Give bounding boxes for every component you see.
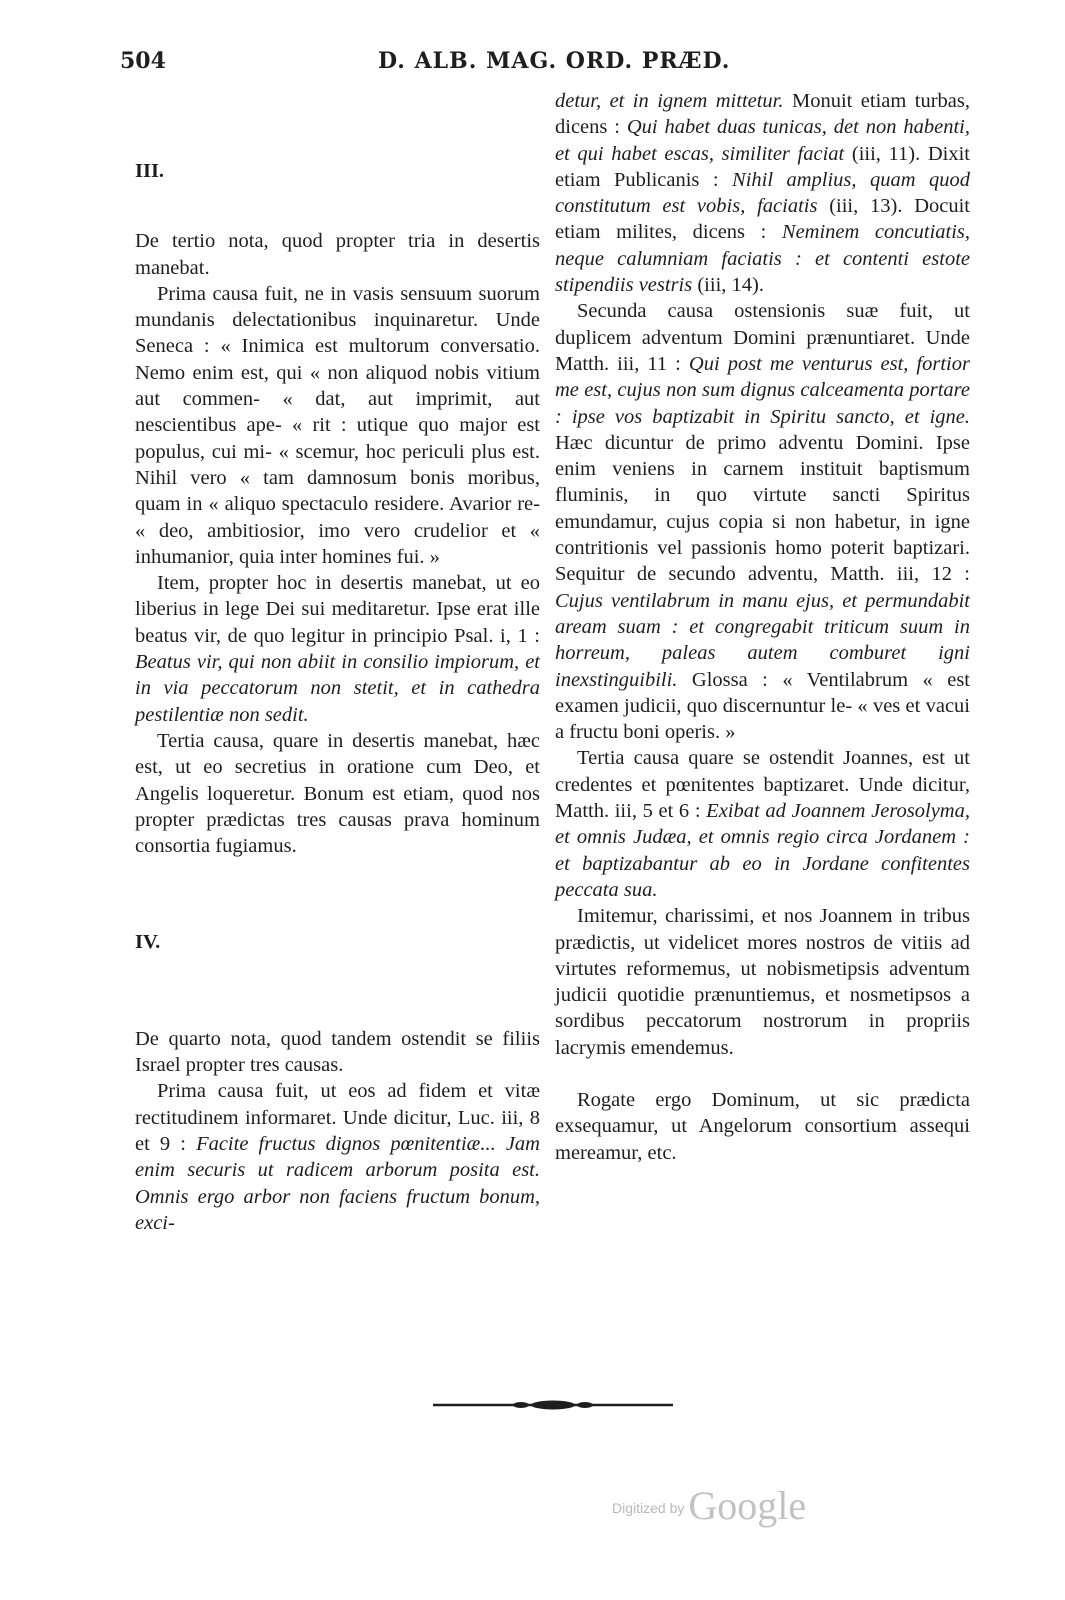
digitized-by-google-watermark	[612, 1482, 806, 1529]
quote-nihil-amplius: Nihil amplius, quam quod constitutum est vobis, faciatis	[555, 168, 970, 218]
end-ornament	[433, 1398, 673, 1412]
text-glossa: Glossa : « Ventilabrum « est examen judicii, quo discernuntur le- « ves et vacui a fructu boni operis. »	[555, 668, 970, 744]
quote-ventilabrum: Cujus ventilabrum in manu ejus, et permundabit aream suam : et congregabit triticum suum in horreum, paleas autem comburet igni inexstinguibili.	[555, 589, 970, 691]
paragraph-prima-causa-iv-text: Prima causa fuit, ut eos ad fidem et vitæ rectitudinem informaret. Unde dicitur, Luc. iii, 8 et 9 :	[135, 1080, 540, 1155]
left-column	[135, 88, 540, 1236]
text-milites: (iii, 13). Docuit etiam milites, dicens :	[555, 195, 970, 244]
section-heading-iv: IV.	[135, 931, 161, 954]
paragraph-quarto: De quarto nota, quod tandem ostendit se filiis Israel propter tres causas.	[135, 1027, 540, 1077]
running-head: D. ALB. MAG. ORD. PRÆD.	[378, 48, 731, 74]
paragraph-prima-causa: Prima causa fuit, ne in vasis sensuum suorum mundanis delectationibus inquinaretur. Unde Seneca : « Inimica est multorum conversatio. Nemo enim est, qui « non aliquod nobis vitium aut commen- « dat, aut imprimit, aut nescientibus ape- « rit : utique quo major est populus, cui mi- « scemur, hoc periculi plus est. Nihil vero « tam damnosum bonis moribus, quam in « aliquo spectaculo residere. Avarior re- « deo, ambitiosior, imo vero crudelior et « inhumanior, quia inter homines fui. »	[135, 282, 540, 568]
quote-qui-post-me: Qui post me venturus est, fortior me est, cujus non sum dignus calceamenta portare : ipse vos baptizabit in Spiritu sancto, et igne.	[555, 352, 970, 428]
paragraph-item	[135, 570, 540, 728]
text-tertia: Tertia causa quare se ostendit Joannes, est ut credentes et pœnitentes baptizaret. Unde dicitur, Matth. iii, 5 et 6 :	[555, 747, 970, 823]
text-ref-14: (iii, 14).	[692, 274, 764, 297]
page-number: 504	[120, 48, 166, 74]
right-column	[555, 88, 970, 1166]
text-monuit: Monuit etiam turbas, dicens :	[555, 90, 970, 139]
digitized-label: Digitized by	[612, 1500, 685, 1516]
quote-tunicas: Qui habet duas tunicas, det non habenti, et qui habet escas, similiter faciat	[555, 116, 970, 165]
text-publicanis: (iii, 11). Dixit etiam Publicanis :	[555, 142, 970, 191]
paragraph-item-text: Item, propter hoc in desertis manebat, ut eo liberius in lege Dei sui meditaretur. Ipse erat ille beatus vir, de quo legitur in principio Psal. i, 1 :	[135, 572, 540, 647]
paragraph-rogate: Rogate ergo Dominum, ut sic prædicta exsequamur, ut Angelorum consortium assequi mereamur, etc.	[555, 1088, 970, 1164]
text-secunda: Secunda causa ostensionis suæ fuit, ut duplicem adventum Domini prænuntiaret. Unde Matth. iii, 11 :	[555, 300, 970, 375]
section-heading-iii: III.	[135, 160, 165, 182]
luke-quote: Facite fructus dignos pœnitentiæ... Jam enim securis ut radicem arborum posita est. Omnis ergo arbor non faciens fructum bonum, exci-	[135, 1132, 540, 1234]
paragraph-continuation	[555, 88, 970, 298]
google-logo: Google	[688, 1483, 807, 1528]
paragraph-tertio: De tertio nota, quod propter tria in desertis manebat.	[135, 230, 540, 279]
paragraph-tertia-causa: Tertia causa, quare in desertis manebat, hæc est, ut eo secretius in oratione cum Deo, et Angelis loqueretur. Bonum est etiam, quod nos propter prædictas tres causas prava hominum consortia fugiamus.	[135, 729, 540, 858]
text-primo-adventu: Hæc dicuntur de primo adventu Domini. Ipse enim veniens in carnem instituit baptismum fluminis, in quo virtute sancti Spiritus emundamur, cujus copia si non habetur, in igne contritionis vel passionis homo poterit baptizari. Sequitur de secundo adventu, Matth. iii, 12 :	[555, 431, 970, 586]
quote-ignem: detur, et in ignem mittetur.	[555, 90, 784, 112]
paragraph-prima-causa-iv	[135, 1078, 540, 1236]
quote-exibat: Exibat ad Joannem Jerosolyma, et omnis Judæa, et omnis regio circa Jordanem : et baptizabantur ab eo in Jordane confitentes peccata sua.	[555, 800, 970, 901]
paragraph-secunda-causa	[555, 298, 970, 745]
paragraph-imitemur: Imitemur, charissimi, et nos Joannem in tribus prædictis, ut videlicet mores nostros de vitiis ad virtutes reformemus, ut nobismetipsis adventum judicii quotidie prænuntiemus, et nosmetipsos a sordibus peccatorum nostrorum in propriis lacrymis emendemus.	[555, 905, 970, 1059]
psalm-quote: Beatus vir, qui non abiit in consilio impiorum, et in via peccatorum non stetit, et in cathedra pestilentiæ non sedit.	[135, 651, 540, 726]
paragraph-tertia-causa-iv	[555, 745, 970, 903]
quote-neminem: Neminem concutiatis, neque calumniam faciatis : et contenti estote stipendiis vestris	[555, 221, 971, 297]
